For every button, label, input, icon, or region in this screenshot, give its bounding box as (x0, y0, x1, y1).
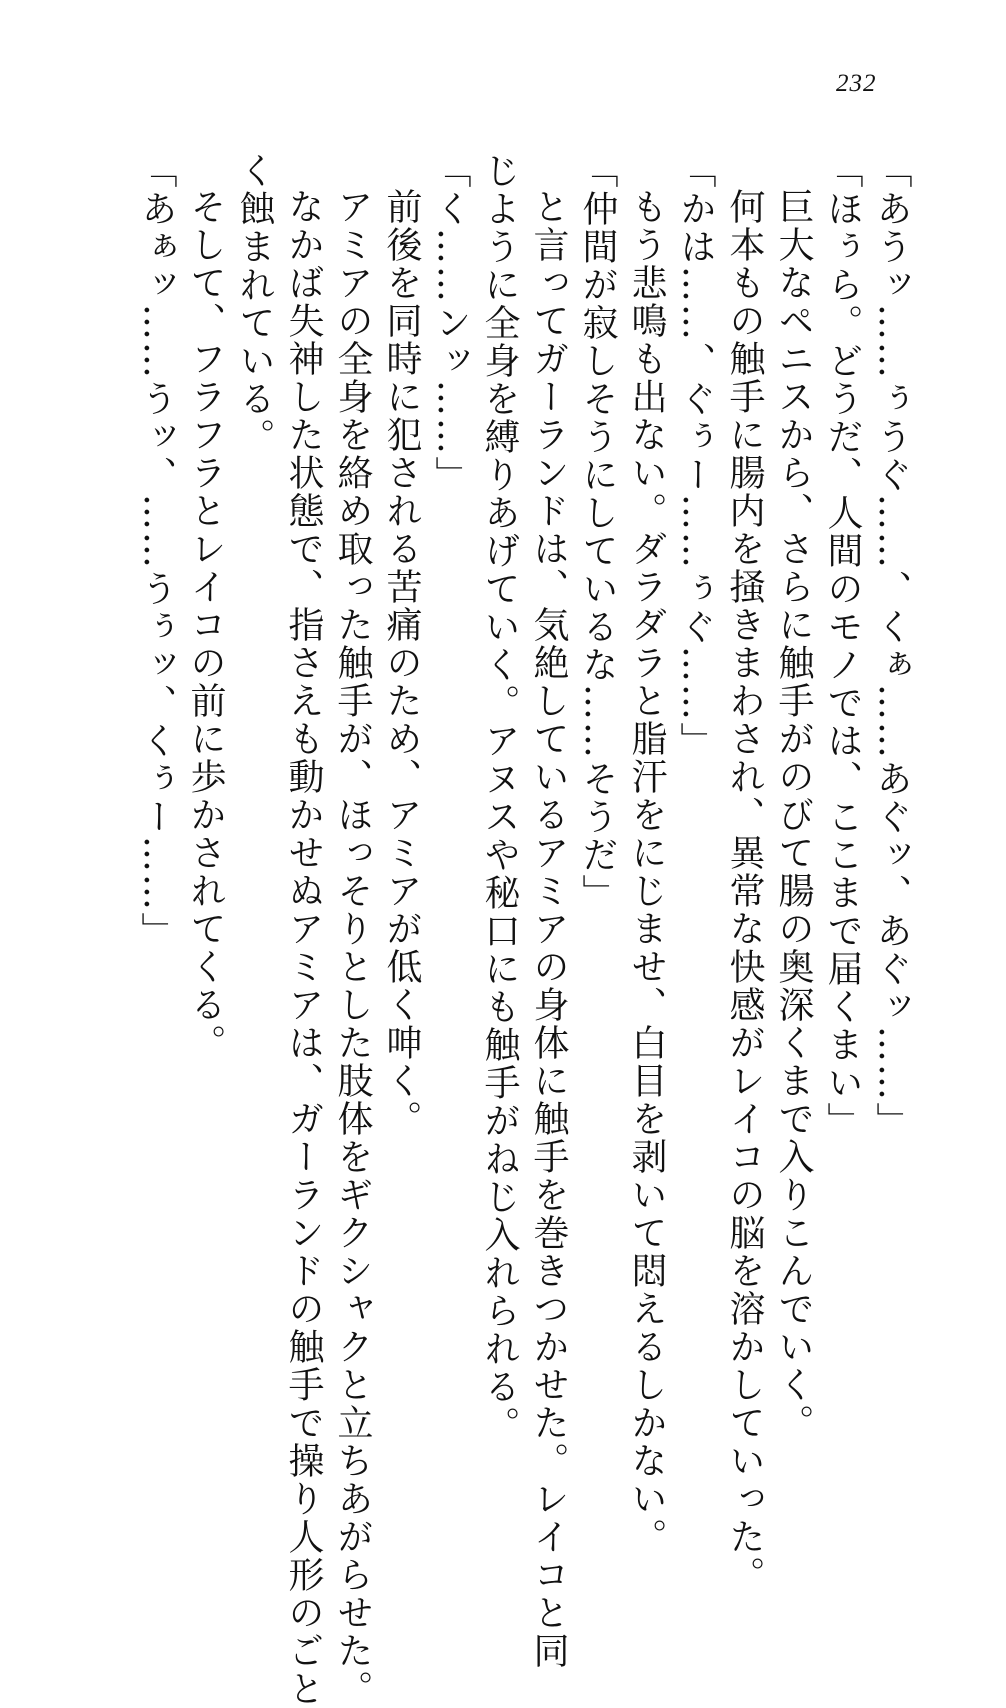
text-line: く蝕まれている。 (234, 152, 275, 456)
text-line: もう悲鳴も出ない。ダラダラと脂汗をにじませ、白目を剥いて悶えるしかない。 (626, 188, 667, 1556)
text-line: 巨大なペニスから、さらに触手がのびて腸の奥深くまで入りこんでいく。 (773, 188, 814, 1442)
text-line: 「かは……、ぐぅー……ぅぐ……」 (675, 152, 716, 760)
text-line: 「く……ンッ……」 (430, 152, 471, 494)
text-line: 前後を同時に犯される苦痛のため、アミアが低く呻く。 (381, 188, 422, 1138)
text-line: 何本もの触手に腸内を掻きまわされ、異常な快感がレイコの脳を溶かしていった。 (724, 188, 765, 1594)
text-line: アミアの全身を絡め取った触手が、ほっそりとした肢体をギクシャクと立ちあがらせた。 (332, 188, 373, 1708)
text-line: なかば失神した状態で、指さえも動かせぬアミアは、ガーランドの触手で操り人形のごと (283, 188, 324, 1708)
text-line: 「あうッ……ぅうぐ……、くぁ……あぐッ、あぐッ……」 (871, 152, 912, 1140)
text-line: 「仲間が寂しそうにしているな……そうだ」 (577, 152, 618, 912)
text-line: 「あぁッ……うッ、……うぅッ、くぅー……」 (136, 152, 177, 950)
page-number: 232 (836, 70, 877, 97)
text-line: じように全身を縛りあげていく。アヌスや秘口にも触手がねじ入れられる。 (479, 152, 520, 1444)
text-line: 「ほぅら。どうだ、人間のモノでは、ここまで届くまい」 (822, 152, 863, 1140)
text-line: と言ってガーランドは、気絶しているアミアの身体に触手を巻きつかせた。レイコと同 (528, 188, 569, 1670)
novel-text-block (132, 152, 916, 1708)
text-line: そして、フラフラとレイコの前に歩かされてくる。 (185, 188, 226, 1062)
